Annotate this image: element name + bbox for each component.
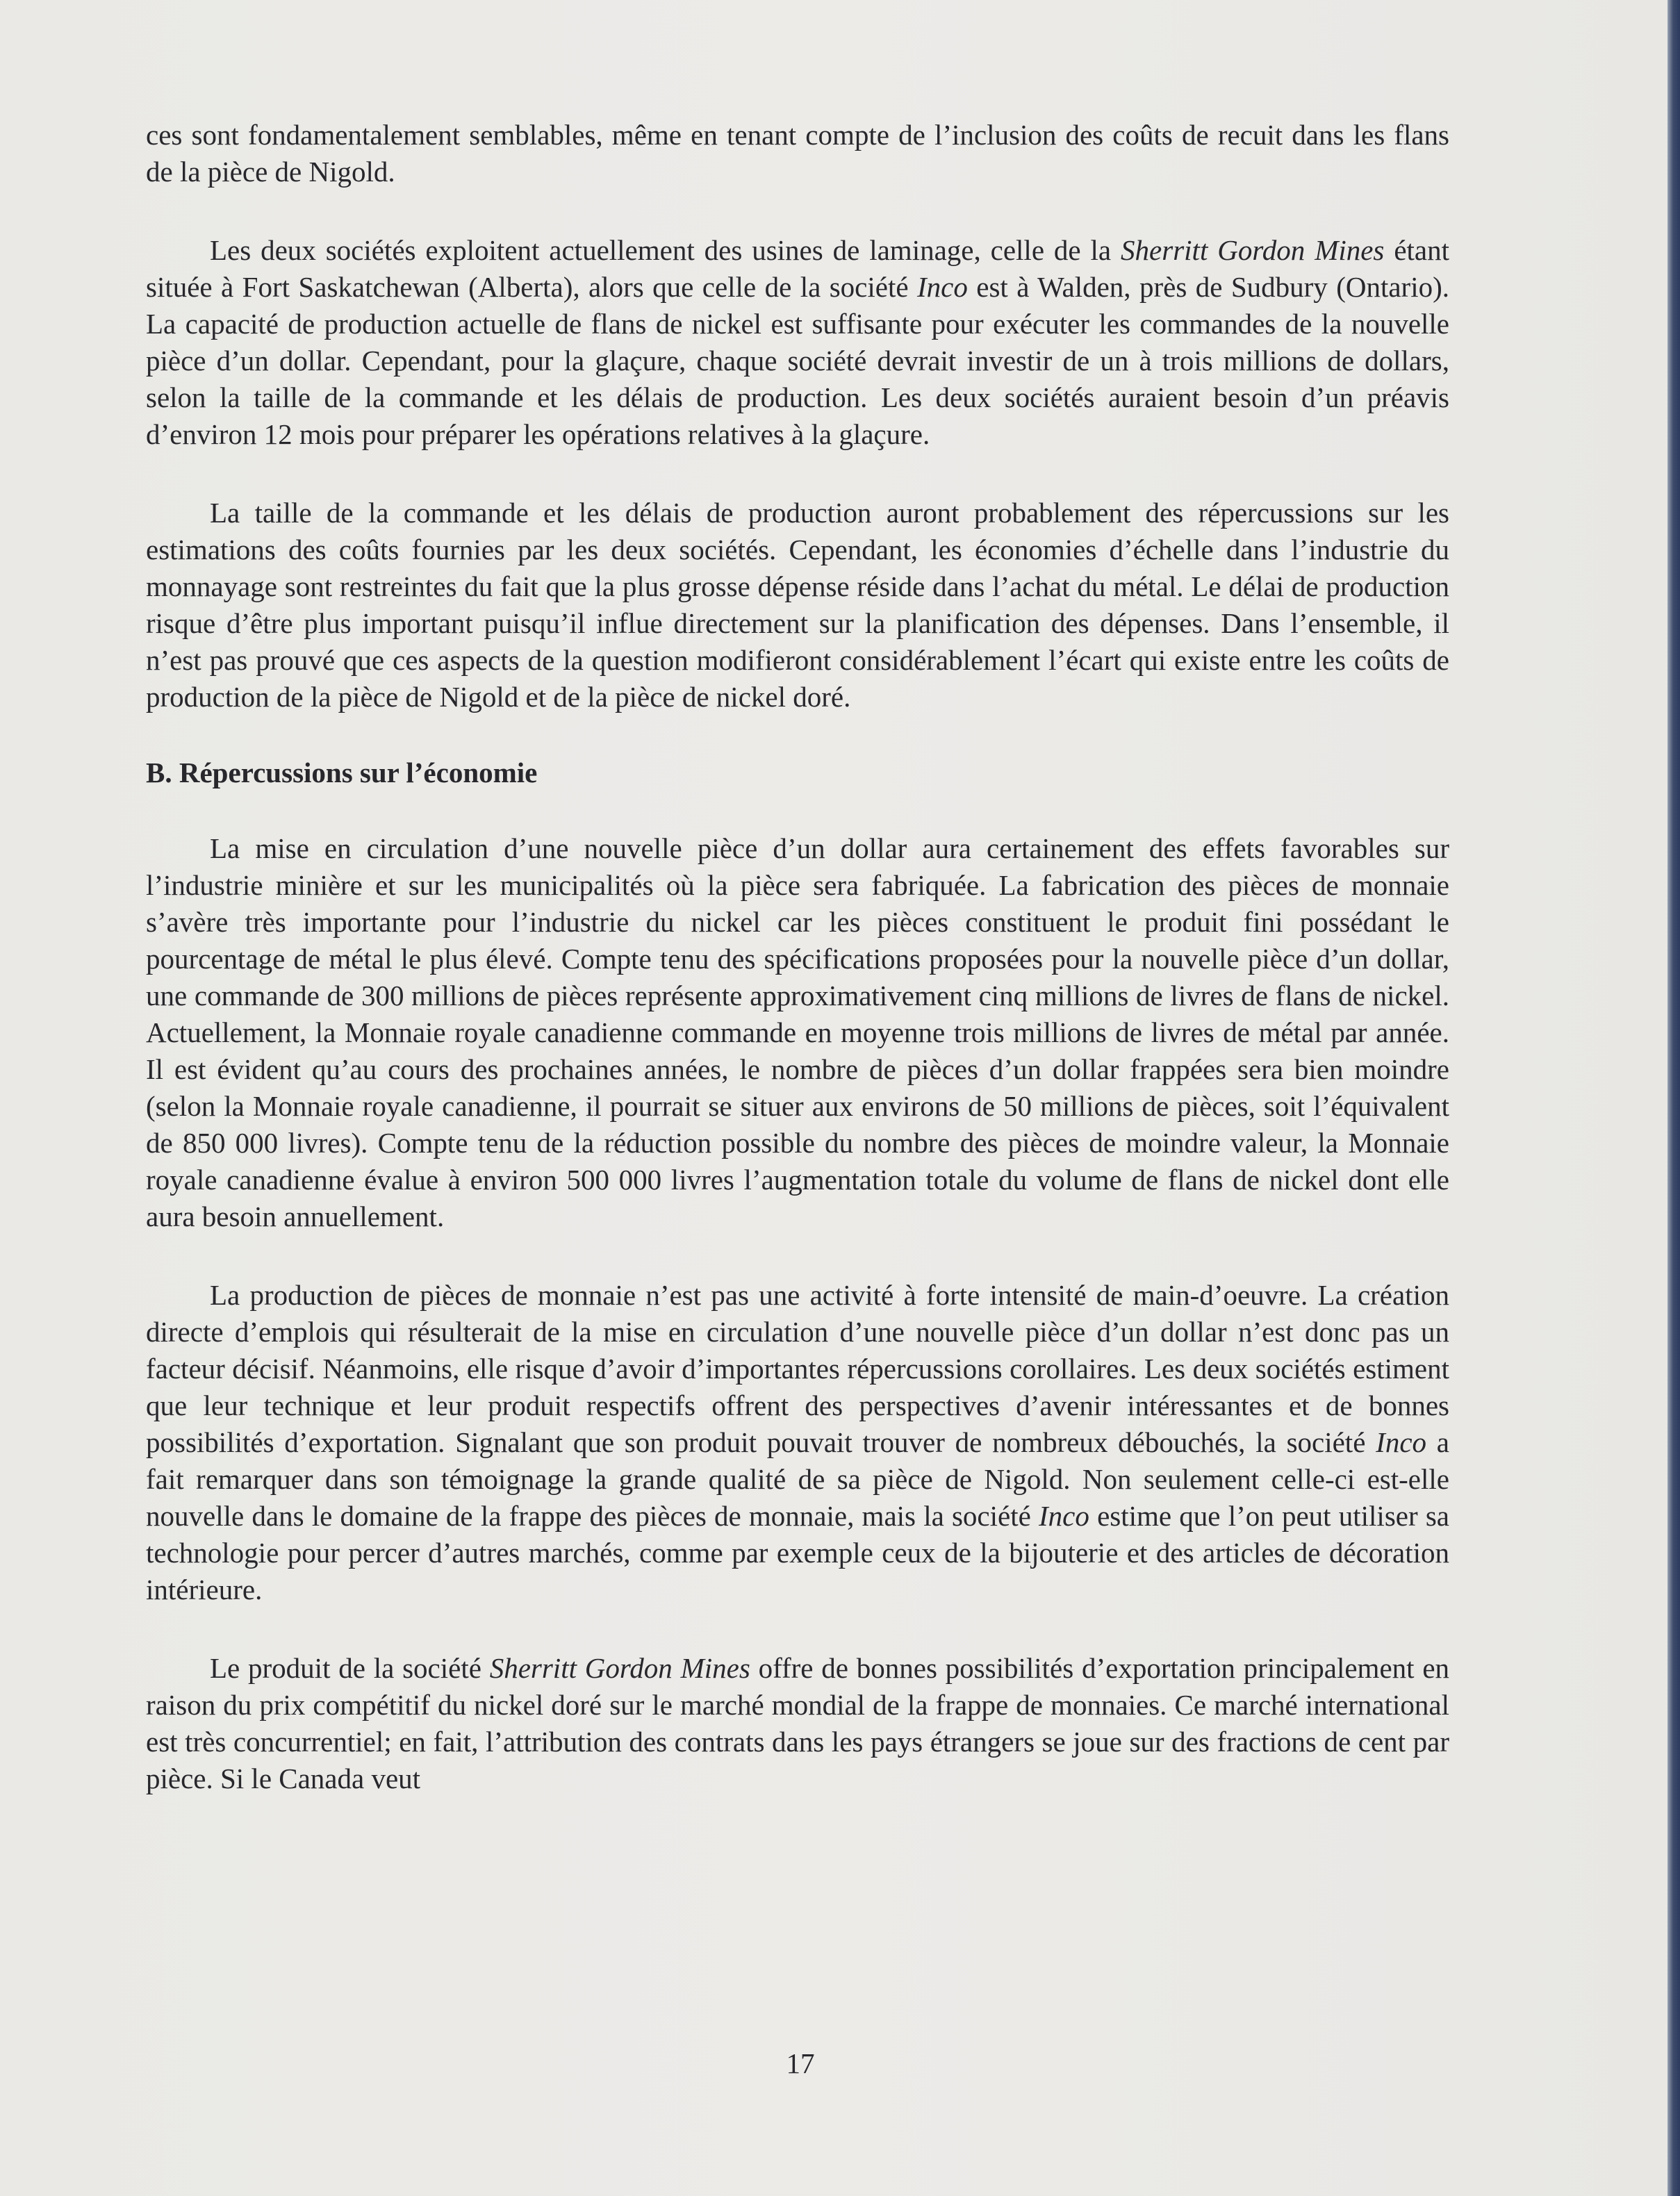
text-run: La production de pièces de monnaie n’est pas une activité à forte intensité de main-d’oeuvre. La création directe d’emplois qui résulterait de la mise en circulation d’une nouvelle pièce d’un dollar n’est donc pas un facteur décisif. Néanmoins, elle risque d’avoir d’importantes répercussions corollaires. Les deux sociétés estiment que leur technique et leur produit respectifs offrent des perspectives d’avenir intéressantes et de bonnes possibilités d’exportation. Signalant que son produit pouvait trouver de nombreux débouchés, la société	[146, 1279, 1449, 1458]
text-run: La mise en circulation d’une nouvelle pièce d’un dollar aura certainement des effets favorables sur l’industrie minière et sur les municipalités où la pièce sera fabriquée. La fabrication des pièces de monnaie s’avère très importante pour l’industrie du nickel car les pièces constituent le produit fini possédant le pourcentage de métal le plus élevé. Compte tenu des spécifications proposées pour la nouvelle pièce d’un dollar, une commande de 300 millions de pièces représente approximativement cinq millions de livres de flans de nickel. Actuellement, la Monnaie royale canadienne commande en moyenne trois millions de livres de métal par année. Il est évident qu’au cours des prochaines années, le nombre de pièces d’un dollar frappées sera bien moindre (selon la Monnaie royale canadienne, il pourrait se situer aux environs de 50 millions de pièces, soit l’équivalent de 850 000 livres). Compte tenu de la réduction possible du nombre des pièces de moindre valeur, la Monnaie royale canadienne évalue à environ 500 000 livres l’augmentation totale du volume de flans de nickel dont elle aura besoin annuellement.	[146, 832, 1449, 1232]
text-run: est à Walden, près de Sudbury (Ontario). La capacité de production actuelle de flans de nickel est suffisante pour exécuter les commandes de la nouvelle pièce d’un dollar. Cependant, pour la glaçure, chaque société devrait investir de un à trois millions de dollars, selon la taille de la commande et les délais de production. Les deux sociétés auraient besoin d’un préavis d’environ 12 mois pour préparer les opérations relatives à la glaçure.	[146, 271, 1449, 450]
text-run: Le produit de la société	[210, 1652, 490, 1684]
text-run: Les deux sociétés exploitent actuellement des usines de laminage, celle de la	[210, 234, 1121, 266]
binding-edge	[1667, 0, 1680, 2196]
paragraph-economic-effects	[146, 830, 1449, 1235]
paragraph-rolling-mills	[146, 232, 1449, 453]
text-run: offre de bonnes possibilités d’exportation principalement en raison du prix compétitif du nickel doré sur le marché mondial de la frappe de monnaies. Ce marché international est très concurrentiel; en fait, l’attribution des contrats dans les pays étrangers se joue sur des fractions de cent par pièce. Si le Canada veut	[146, 1652, 1450, 1794]
text-run: étant située à Fort Saskatchewan (Alberta), alors que celle de la société	[146, 234, 1449, 303]
text-run: ces sont fondamentalement semblables, même en tenant compte de l’inclusion des coûts de recuit dans les flans de la pièce de Nigold.	[146, 119, 1449, 188]
company-name: Inco	[1039, 1500, 1089, 1532]
paragraph-continuation	[146, 117, 1449, 190]
text-run: estime que l’on peut utiliser sa technologie pour percer d’autres marchés, comme par exemple ceux de la bijouterie et des articles de décoration intérieure.	[146, 1500, 1449, 1605]
page-body	[146, 117, 1449, 1797]
paragraph-export	[146, 1650, 1449, 1797]
paragraph-cost-estimates	[146, 495, 1449, 716]
company-name: Inco	[1376, 1426, 1427, 1458]
page-number: 17	[786, 2047, 815, 2079]
company-name: Sherritt Gordon Mines	[1121, 234, 1385, 266]
company-name: Inco	[916, 271, 968, 303]
section-heading: B. Répercussions sur l’économie	[146, 757, 538, 789]
text-run: a fait remarquer dans son témoignage la grande qualité de sa pièce de Nigold. Non seulement celle-ci est-elle nouvelle dans le domaine de la frappe des pièces de monnaie, mais la société	[146, 1426, 1450, 1532]
company-name: Sherritt Gordon Mines	[489, 1652, 750, 1684]
paragraph-employment	[146, 1277, 1449, 1608]
text-run: La taille de la commande et les délais de production auront probablement des répercussions sur les estimations des coûts fournies par les deux sociétés. Cependant, les économies d’échelle dans l’industrie du monnayage sont restreintes du fait que la plus grosse dépense réside dans l’achat du métal. Le délai de production risque d’être plus important puisqu’il influe directement sur la planification des dépenses. Dans l’ensemble, il n’est pas prouvé que ces aspects de la question modifieront considérablement l’écart qui existe entre les coûts de production de la pièce de Nigold et de la pièce de nickel doré.	[146, 497, 1449, 713]
